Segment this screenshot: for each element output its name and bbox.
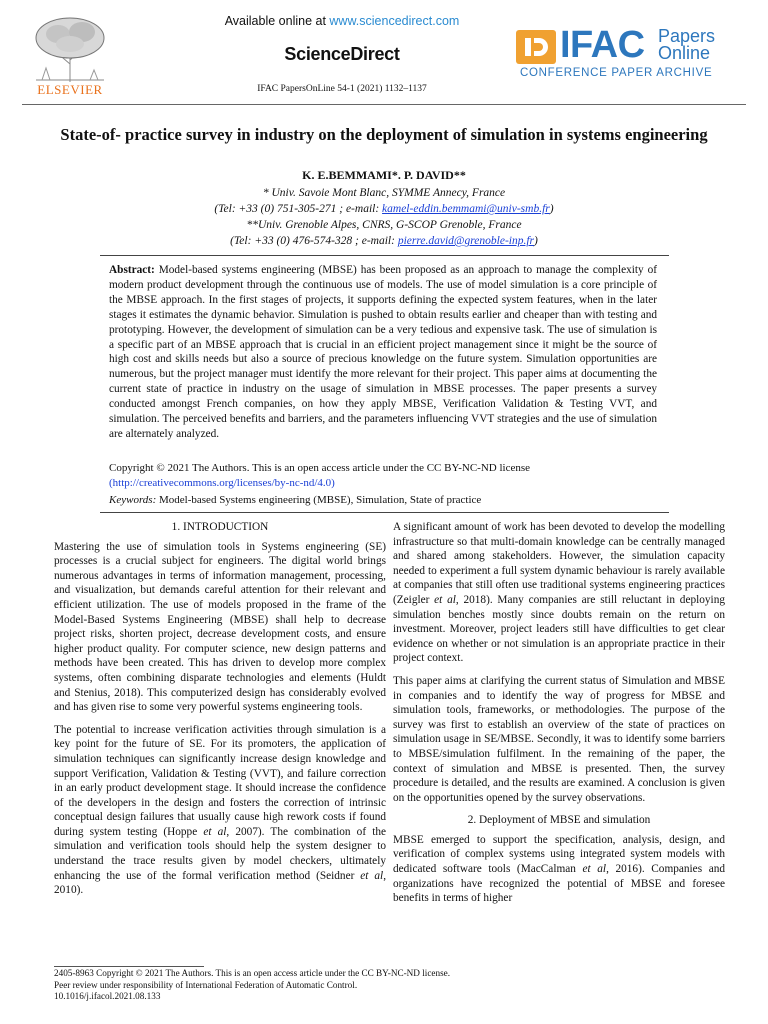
paragraph-text: , 2007). The combination of the simulation and verification tools should help the system designer to understand the trace results given by model checkers, ultimately enhancing the use of the formal verification method (Seidner	[54, 825, 386, 882]
paragraph-text: The potential to increase verification activities through simulation is a key point for the future of SE. For its promoters, the application of simulation techniques can significantly increase design knowledge and support Verification, Validation & Testing (VVT), and failure correction in an early product development stage. It should increase the confidence of the developers in the design and fosters the correction of intrinsic conceptual design failures that usually cause high rework costs if found during system testing (Hoppe	[54, 723, 386, 838]
footer-doi[interactable]: 10.1016/j.ifacol.2021.08.133	[54, 991, 161, 1001]
et-al: et al	[582, 863, 607, 876]
publisher-name: ELSEVIER	[37, 82, 103, 97]
ifac-wordmark: IFAC	[560, 24, 645, 66]
footer-copyright: 2405-8963 Copyright © 2021 The Authors. This is an open access article under the CC BY-NC-ND license.	[54, 968, 451, 978]
et-al: et al	[203, 825, 227, 838]
paragraph-text: , 2018). Many companies are still reluctant in deploying simulation benches mostly since doubts remain on the return on investment. Moreover, project leaders still have difficulties to get clear evidence on whether or not simulation is an appropriate practice in their project context.	[393, 593, 725, 665]
affiliation-2-tel: (Tel: +33 (0) 476-574-328 ; e-mail:	[230, 235, 398, 247]
section-heading-introduction: 1. INTRODUCTION	[171, 521, 269, 533]
keywords-label: Keywords:	[109, 494, 157, 506]
affiliation-1: * Univ. Savoie Mont Blanc, SYMME Annecy, France	[262, 187, 506, 199]
affiliation-1-tel: (Tel: +33 (0) 751-305-271 ; e-mail:	[214, 203, 383, 215]
header-divider	[22, 104, 746, 105]
affiliation-1-contact	[0, 201, 768, 217]
paper-title: State-of- practice survey in industry on the deployment of simulation in systems engineering	[60, 125, 708, 144]
paragraph	[54, 723, 386, 898]
paragraph-text: A significant amount of work has been devoted to develop the modelling infrastructure so that multi-domain knowledge can be centrally managed and shared among stakeholders. However, the simulation capacity needed to experiment a full system dynamic behaviour is rarely available at companies that still often use traditional systems engineering practices (Zeigler	[393, 521, 725, 606]
abstract	[109, 263, 657, 442]
affiliation-2-close: )	[534, 235, 538, 247]
paragraph	[393, 833, 725, 906]
keywords-list: Model-based Systems engineering (MBSE), Simulation, State of practice	[156, 494, 482, 506]
paragraph-text: , 2016). Companies and organizations have recognized the potential of MBSE and foresee benefits in terms of higher	[393, 863, 726, 905]
paragraph	[393, 520, 725, 666]
left-column	[54, 520, 386, 906]
footer-divider	[54, 966, 204, 967]
abstract-box	[100, 255, 669, 513]
authors: K. E.BEMMAMI*. P. DAVID**	[302, 168, 466, 182]
papers-word: Papers	[658, 26, 716, 46]
right-column	[393, 520, 725, 914]
journal-reference: IFAC PapersOnLine 54-1 (2021) 1132–1137	[257, 84, 427, 94]
license-link[interactable]: (http://creativecommons.org/licenses/by-nc-nd/4.0)	[109, 476, 335, 489]
abstract-label: Abstract:	[109, 264, 155, 276]
et-al: et al	[360, 869, 384, 882]
page-footer	[54, 968, 734, 1003]
abstract-body: Model-based systems engineering (MBSE) has been proposed as an approach to manage the complexity of modern product development through the continuous use of models. The use of model simulation is a core principle of the MBSE approach. In the first stages of projects, it supports defining the expected system features, when in the later stages it estimates the dynamic behavior. Simulation is pushed to obtain results earlier and cheaper than with testing and prototyping. However, the development of simulation can be a very tedious and expensive task. The use of simulation is a specific part of an MBSE approach that is crucial in an efficient project management since it might be the source of high cost and skills needs but also a source of precious knowledge on the future system. Simulation opportunities are numerous, but the project manager must identify the more relevant for their project. This paper aims at documenting the current state of practice in industry on the usage of simulation in MBSE processes. The paper presents a survey conducted amongst French companies, on how they apply MBSE, Verification Validation & Testing VVT, and simulation. The perceived benefits and barriers, and the parameters influencing VVT strategies and the use of simulation are alternately analyzed.	[109, 264, 657, 440]
available-prefix: Available online at	[224, 14, 330, 28]
paragraph: Mastering the use of simulation tools in Systems engineering (SE) processes is a crucial subject for engineers. The digital world brings numerous advantages in terms of information management, processing, and visualization, but demands careful attention for their relevant and efficient utilization. The use of models proposed in the frame of the Model-Based Systems Engineering (MBSE) shall help to decrease project risks, shorten project, decrease development costs, and ensure higher product quality. For computer science, new design patterns and methods have been created. This has driven to develop more complex systems, often combining disparate technologies and elements (Huldt and Stenius, 2018). This computerized design has considerably evolved and has given rise to some very powerful systems engineering tools.	[54, 540, 386, 714]
page-header	[0, 0, 768, 105]
et-al: et al	[434, 593, 456, 606]
conference-archive-label: CONFERENCE PAPER ARCHIVE	[520, 67, 713, 79]
email-link-bemmami[interactable]: kamel-eddin.bemmami@univ-smb.fr	[382, 203, 550, 215]
ifac-papers-online-logo	[516, 24, 726, 82]
copyright-text: Copyright © 2021 The Authors. This is an open access article under the CC BY-NC-ND license	[109, 462, 530, 474]
affiliation-2: **Univ. Grenoble Alpes, CNRS, G-SCOP Grenoble, France	[246, 219, 522, 231]
papers-online-wordmark	[658, 28, 715, 62]
email-link-david[interactable]: pierre.david@grenoble-inp.fr	[397, 235, 535, 247]
paragraph: This paper aims at clarifying the current status of Simulation and MBSE in companies and to identify the way of progress for MBSE and simulation tools, frameworks, or methodologies. The purpose of the survey was first to establish an overview of the state of practices on simulation usage in SE/MBSE. Secondly, it was to identify some barriers to MBSE/simulation fulfilment. In the remaining of the paper, the context of simulation and MBSE is presented. Then, the survey procedure is detailed, and the results are examined. A conclusion is given on the opportunities opened by the survey observations.	[393, 674, 725, 804]
paragraph-text: , 2010).	[54, 869, 387, 897]
keywords	[109, 494, 659, 506]
copyright-notice	[109, 461, 659, 491]
sciencedirect-title: ScienceDirect	[284, 44, 400, 64]
paragraph-text: MBSE emerged to support the specification, analysis, design, and verification of complex systems using integrated system models with dedicated software tools (MacCalman	[393, 833, 725, 876]
footer-peer-review: Peer review under responsibility of International Federation of Automatic Control.	[54, 979, 358, 990]
section-heading-deployment: 2. Deployment of MBSE and simulation	[467, 814, 651, 827]
ifac-emblem-icon	[516, 30, 556, 64]
affiliation-1-close: )	[549, 203, 554, 215]
affiliation-2-contact	[0, 233, 768, 249]
sciencedirect-link[interactable]: www.sciencedirect.com	[329, 14, 460, 28]
online-word: Online	[658, 43, 711, 63]
